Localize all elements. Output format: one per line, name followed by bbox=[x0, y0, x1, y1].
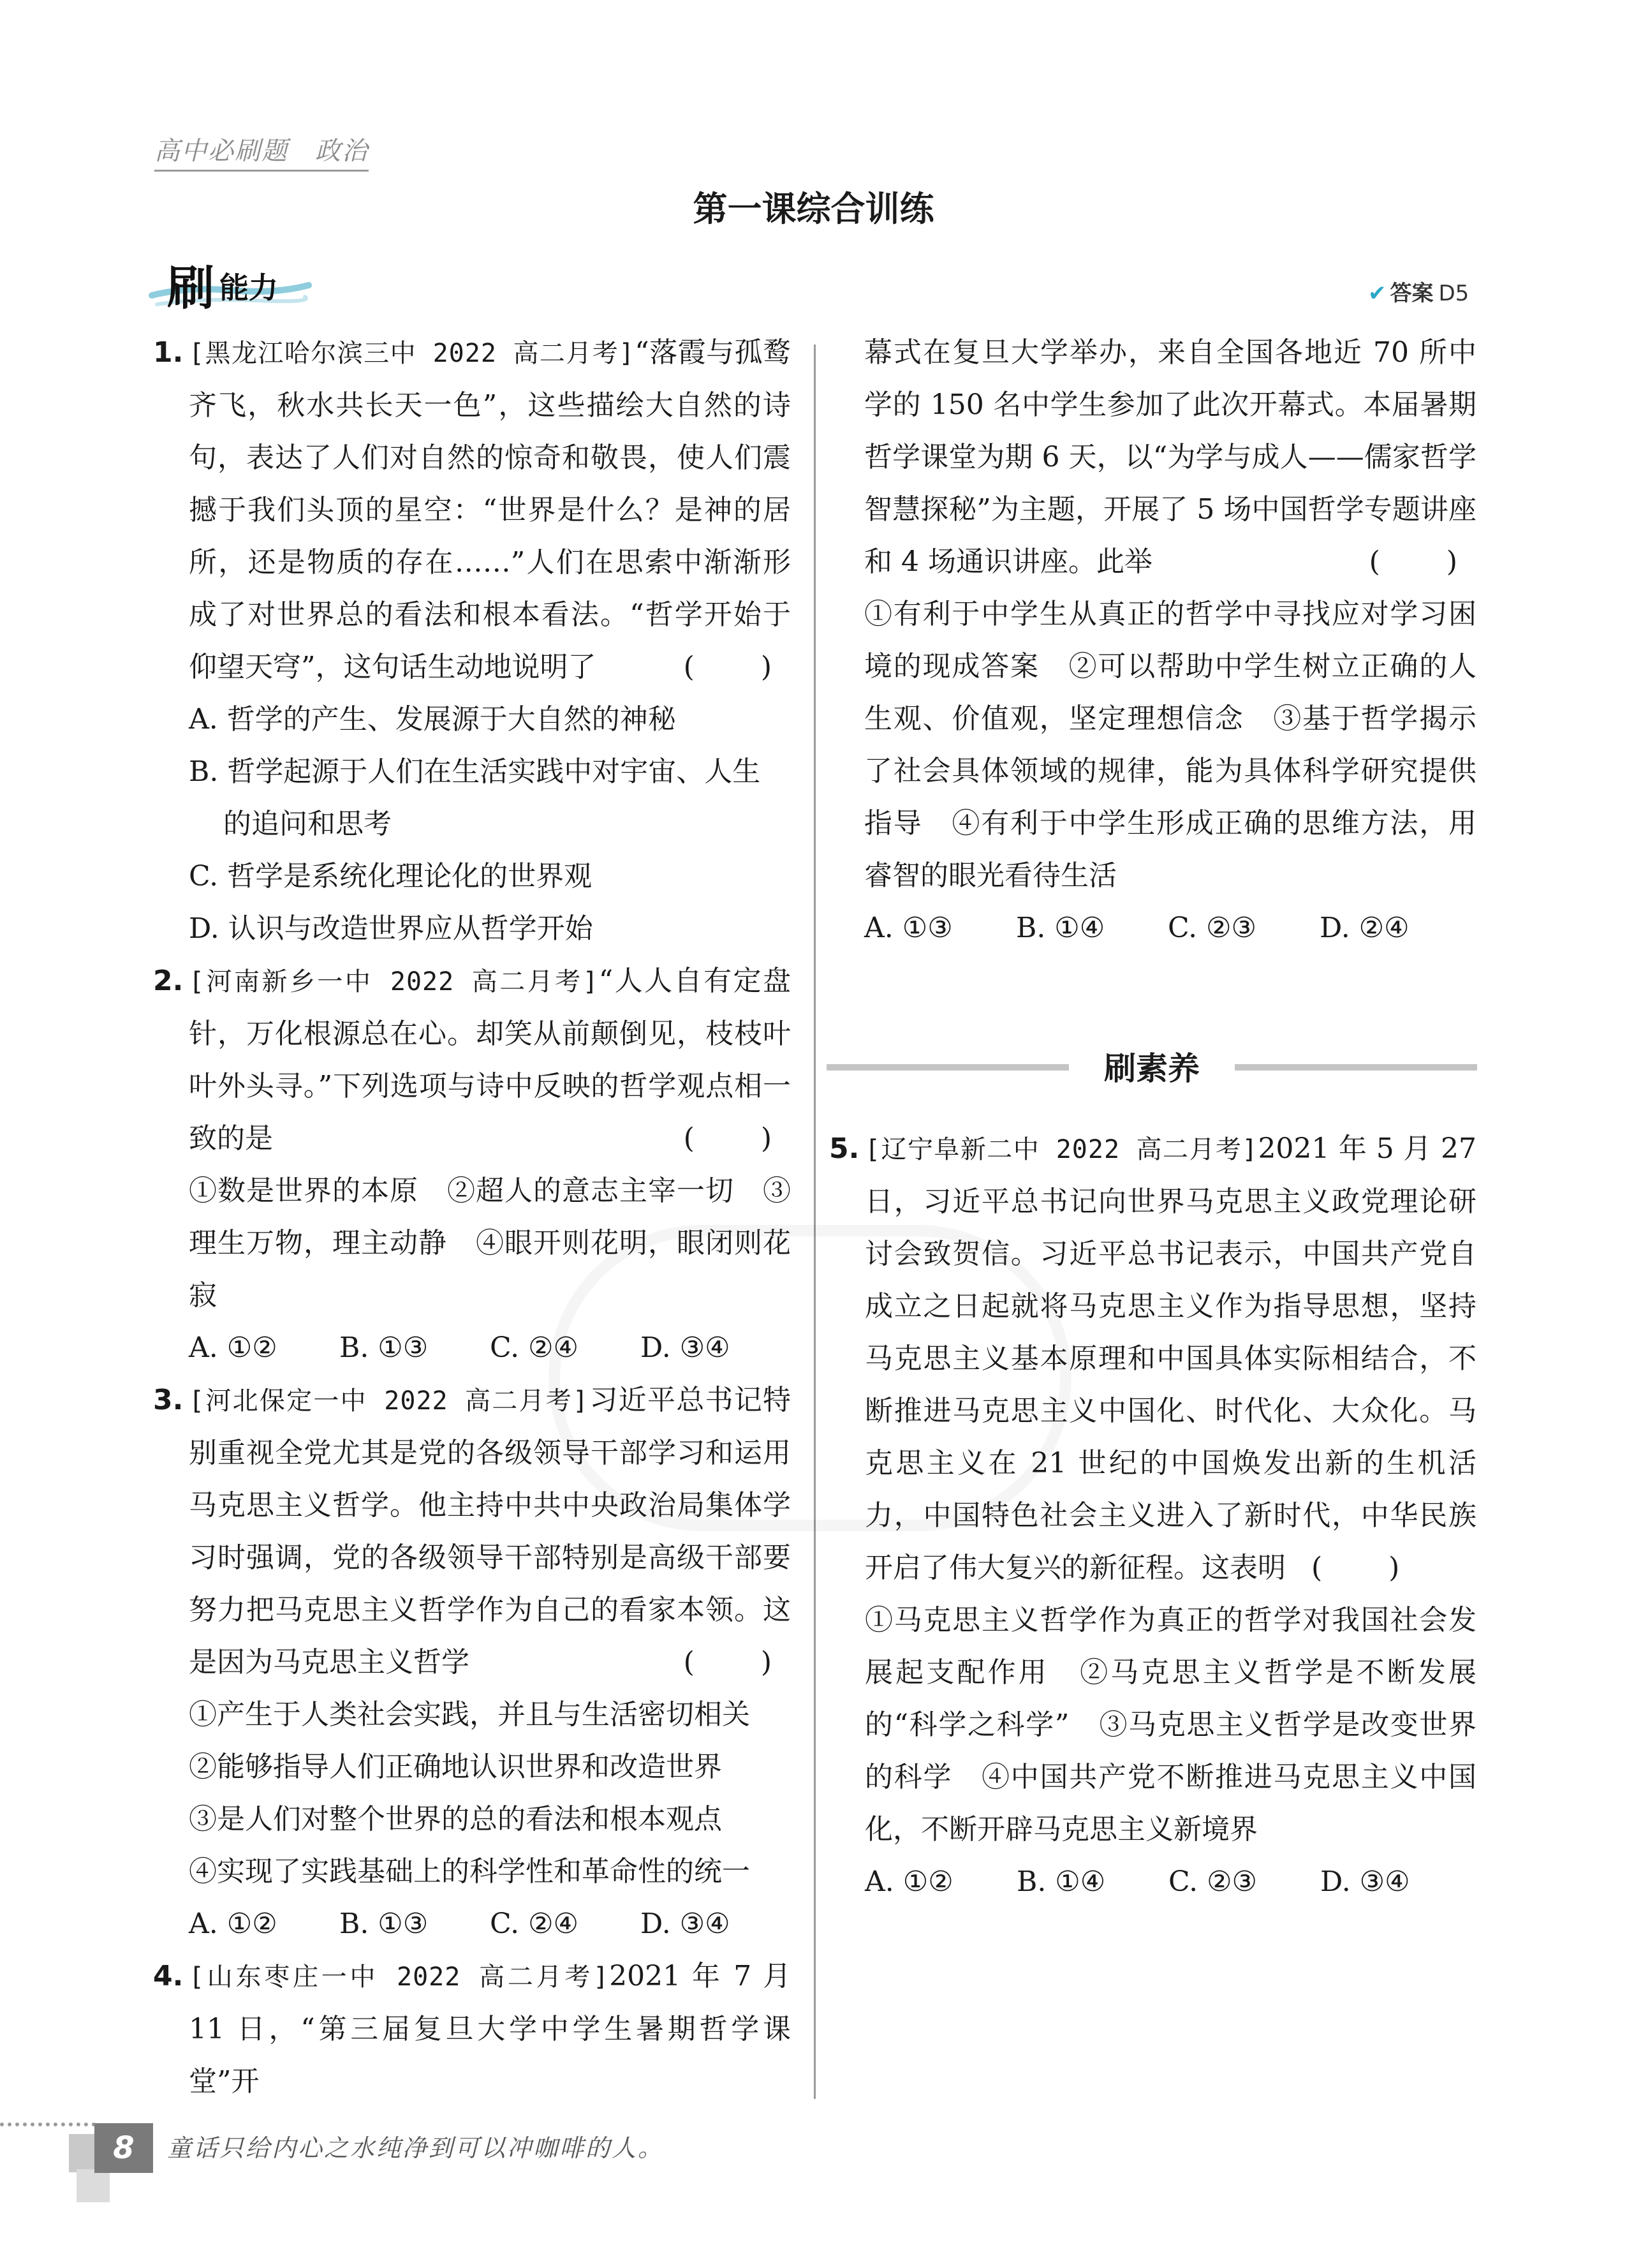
question-number: 4. bbox=[153, 1960, 184, 1992]
question-number: 2. bbox=[153, 965, 184, 997]
option-c: C. 哲学是系统化理论化的世界观 bbox=[189, 860, 593, 893]
option-d: D. 认识与改造世界应从哲学开始 bbox=[189, 912, 593, 945]
question-stem: “人人自有定盘针，万化根源总在心。却笑从前颠倒见，枝枝叶叶外头寻。”下列选项与诗中反映的哲学观点相一致的是 bbox=[189, 965, 791, 1155]
choice-c: C. ②④ bbox=[490, 1331, 578, 1364]
question-5-block bbox=[829, 1123, 1476, 1908]
section-badge-small: 能力 bbox=[219, 271, 278, 305]
footer-dots-decoration bbox=[0, 2123, 96, 2131]
choice-d: D. ③④ bbox=[640, 1908, 730, 1940]
choice-row bbox=[153, 1898, 791, 1950]
choice-b: B. ①③ bbox=[339, 1908, 429, 1940]
question-source: [河南新乡一中 2022 高二月考] bbox=[189, 967, 599, 997]
question-source: [河北保定一中 2022 高二月考] bbox=[189, 1386, 589, 1416]
question-2 bbox=[153, 955, 791, 1374]
statement-3: ③是人们对整个世界的总的看法和根本观点 bbox=[189, 1803, 722, 1835]
question-number: 3. bbox=[153, 1384, 184, 1416]
choice-row bbox=[153, 1322, 791, 1374]
question-number: 5. bbox=[829, 1132, 860, 1165]
page-title: 第一课综合训练 bbox=[693, 189, 934, 229]
choice-a: A. ①③ bbox=[864, 912, 953, 944]
choice-row bbox=[829, 1856, 1476, 1908]
option-a: A. 哲学的产生、发展源于大自然的神秘 bbox=[189, 703, 676, 736]
statement-items: ①有利于中学生从真正的哲学中寻找应对学习困境的现成答案 ②可以帮助中学生树立正确的人生观、价值观，坚定理想信念 ③基于哲学揭示了社会具体领域的规律，能为具体科学研究提供指导 ④有利于中学生形成正确的思维方法，用睿智的眼光看待生活 bbox=[864, 598, 1476, 892]
answer-code: D5 bbox=[1438, 281, 1469, 306]
choice-b: B. ①④ bbox=[1017, 1865, 1106, 1898]
footer-square-decoration bbox=[77, 2169, 110, 2202]
statement-4: ④实现了实践基础上的科学性和革命性的统一 bbox=[189, 1855, 750, 1888]
choice-b: B. ①④ bbox=[1016, 912, 1105, 944]
choice-b: B. ①③ bbox=[339, 1331, 429, 1364]
answer-label: 答案 bbox=[1390, 281, 1434, 306]
question-number: 1. bbox=[153, 336, 184, 369]
choice-a: A. ①② bbox=[189, 1908, 277, 1940]
section-badge-ability bbox=[148, 246, 314, 316]
section-header-literacy bbox=[827, 1037, 1477, 1094]
choice-row bbox=[864, 902, 1476, 954]
question-source: [山东枣庄一中 2022 高二月考] bbox=[189, 1962, 610, 1992]
choice-d: D. ③④ bbox=[640, 1331, 730, 1364]
section-title: 刷素养 bbox=[1104, 1050, 1200, 1087]
left-column bbox=[153, 327, 791, 2108]
question-stem: 2021 年 5 月 27 日，习近平总书记向世界马克思主义政党理论研讨会致贺信。习近平总书记表示，中国共产党自成立之日起就将马克思主义作为指导思想，坚持马克思主义基本原理和中国具体实际相结合，不断推进马克思主义中国化、时代化、大众化。马克思主义在 21 世纪的中国焕发出新的生机活力，中国特色社会主义进入了新时代，中华民族开启了伟大复兴的新征程。这表明 bbox=[865, 1132, 1477, 1584]
choice-a: A. ①② bbox=[189, 1331, 277, 1364]
choice-c: C. ②③ bbox=[1168, 1865, 1257, 1898]
answer-bracket: ( ) bbox=[683, 1122, 791, 1155]
answer-bracket: ( ) bbox=[1369, 545, 1476, 578]
answer-reference bbox=[1368, 276, 1469, 307]
footer-slogan: 童话只给内心之水纯净到可以冲咖啡的人。 bbox=[167, 2134, 665, 2162]
option-b-continued: 的追问和思考 bbox=[223, 808, 392, 840]
column-divider bbox=[814, 345, 816, 2099]
answer-bracket: ( ) bbox=[683, 651, 791, 683]
answer-bracket: ( ) bbox=[1311, 1552, 1419, 1584]
question-4-start bbox=[153, 1950, 791, 2108]
question-1 bbox=[153, 327, 791, 955]
question-stem-part2: 幕式在复旦大学举办，来自全国各地近 70 所中学的 150 名中学生参加了此次开幕式。本届暑期哲学课堂为期 6 天，以“为学与成人——儒家哲学智慧探秘”为主题，开展了 5 场中国哲学专题讲座和 4 场通识讲座。此举 bbox=[864, 336, 1476, 578]
question-4-continued bbox=[864, 327, 1476, 954]
question-3 bbox=[153, 1374, 791, 1950]
statement-items: ①马克思主义哲学作为真正的哲学对我国社会发展起支配作用 ②马克思主义哲学是不断发展的“科学之科学” ③马克思主义哲学是改变世界的科学 ④中国共产党不断推进马克思主义中国化，不断开辟马克思主义新境界 bbox=[865, 1604, 1476, 1846]
answer-bracket: ( ) bbox=[683, 1646, 791, 1679]
section-badge-big: 刷 bbox=[167, 261, 214, 316]
option-b: B. 哲学起源于人们在生活实践中对宇宙、人生 bbox=[189, 755, 761, 788]
page-number: 8 bbox=[94, 2123, 153, 2173]
check-icon: ✔ bbox=[1368, 281, 1387, 306]
question-source: [黑龙江哈尔滨三中 2022 高二月考] bbox=[189, 339, 635, 368]
question-source: [辽宁阜新二中 2022 高二月考] bbox=[865, 1135, 1258, 1164]
question-stem: 习近平总书记特别重视全党尤其是党的各级领导干部学习和运用马克思主义哲学。他主持中共中央政治局集体学习时强调，党的各级领导干部特别是高级干部要努力把马克思主义哲学作为自己的看家本领。这是因为马克思主义哲学 bbox=[189, 1384, 791, 1679]
choice-d: D. ③④ bbox=[1320, 1865, 1410, 1898]
question-stem: “落霞与孤鹜齐飞，秋水共长天一色”，这些描绘大自然的诗句，表达了人们对自然的惊奇和敬畏，使人们震撼于我们头顶的星空：“世界是什么？是神的居所，还是物质的存在……”人们在思索中渐渐形成了对世界总的看法和根本看法。“哲学开始于仰望天穹”，这句话生动地说明了 bbox=[189, 336, 791, 683]
series-title: 高中必刷题 政治 bbox=[154, 131, 369, 172]
right-column bbox=[864, 327, 1476, 954]
statement-items: ①数是世界的本原 ②超人的意志主宰一切 ③理生万物，理主动静 ④眼开则花明，眼闭则花寂 bbox=[189, 1175, 791, 1312]
choice-c: C. ②④ bbox=[490, 1908, 578, 1940]
question-stem-part1: 2021 年 7 月 11 日，“第三届复旦大学中学生暑期哲学课堂”开 bbox=[189, 1960, 791, 2098]
question-5 bbox=[829, 1123, 1476, 1908]
choice-a: A. ①② bbox=[865, 1865, 953, 1898]
choice-d: D. ②④ bbox=[1320, 912, 1410, 944]
statement-2: ②能够指导人们正确地认识世界和改造世界 bbox=[189, 1751, 722, 1783]
statement-1: ①产生于人类社会实践，并且与生活密切相关 bbox=[189, 1698, 750, 1731]
choice-c: C. ②③ bbox=[1168, 912, 1256, 944]
